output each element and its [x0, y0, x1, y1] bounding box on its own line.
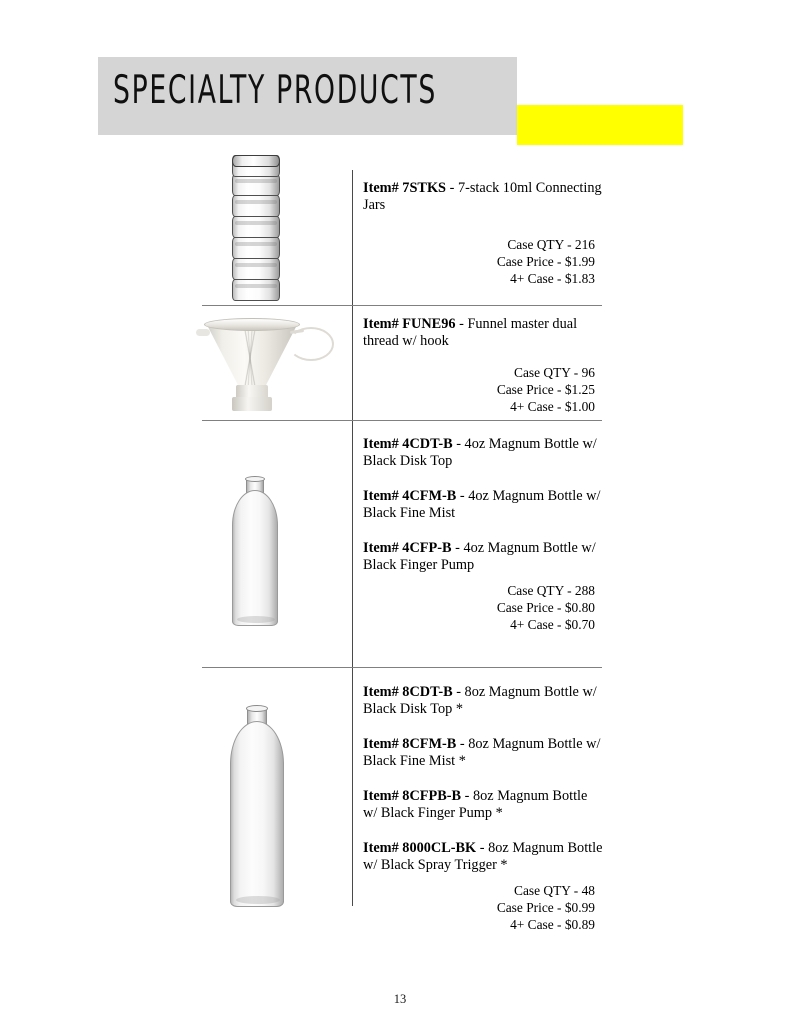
item-entry: [363, 788, 603, 823]
item-separator: -: [452, 684, 465, 700]
item-description: Funnel master dual thread w/ hook: [363, 316, 578, 350]
item-entry: [363, 540, 603, 575]
case-price: Case Price - $1.25: [496, 381, 595, 397]
horizontal-divider-1: [202, 305, 602, 306]
product-description-7stks: [363, 180, 603, 215]
bulk-price: 4+ Case - $1.83: [510, 270, 595, 286]
item-code: Item# 8CFM-B: [363, 735, 457, 752]
item-description: 8oz Magnum Bottle w/ Black Spray Trigger *: [363, 839, 603, 874]
page-number: 13: [393, 992, 407, 1006]
item-code: Item# 7STKS: [363, 180, 447, 196]
item-separator: -: [455, 316, 468, 332]
item-code: Item# 4CFM-B: [363, 487, 457, 504]
item-entry: [363, 840, 603, 875]
item-separator: -: [456, 487, 469, 504]
case-qty: Case QTY - 216: [507, 237, 595, 252]
product-description-4oz: [363, 436, 603, 575]
item-code: Item# FUNE96: [363, 316, 456, 332]
item-entry: [363, 316, 603, 351]
item-entry: [363, 684, 603, 719]
case-price: Case Price - $0.80: [496, 599, 595, 615]
bulk-price: 4+ Case - $0.70: [510, 616, 595, 632]
item-separator: -: [452, 436, 465, 452]
pricing-fune96: [355, 365, 595, 416]
8oz-magnum-bottle-image: [230, 707, 284, 907]
item-description: 8oz Magnum Bottle w/ Black Finger Pump *: [363, 787, 588, 822]
case-price: Case Price - $0.99: [496, 899, 595, 915]
horizontal-divider-2: [202, 420, 602, 421]
item-description: 4oz Magnum Bottle w/ Black Disk Top: [363, 436, 597, 470]
product-description-8oz: [363, 684, 603, 875]
item-separator: -: [476, 839, 489, 856]
item-description: 7-stack 10ml Connecting Jars: [363, 180, 602, 214]
item-separator: -: [446, 180, 458, 196]
pricing-8oz: [355, 883, 595, 934]
pricing-4oz: [355, 583, 595, 634]
page-title: SPECIALTY PRODUCTS: [113, 68, 437, 113]
case-qty: Case QTY - 48: [514, 883, 595, 898]
item-code: Item# 8CFPB-B: [363, 787, 462, 804]
header-yellow-accent: [517, 105, 683, 145]
product-description-fune96: [363, 316, 603, 351]
funnel-image: [190, 313, 335, 413]
item-entry: [363, 436, 603, 471]
item-description: 8oz Magnum Bottle w/ Black Fine Mist *: [363, 735, 601, 770]
case-qty: Case QTY - 96: [514, 365, 595, 380]
horizontal-divider-3: [202, 667, 602, 668]
bulk-price: 4+ Case - $0.89: [510, 916, 595, 932]
item-entry: [363, 736, 603, 771]
item-entry: [363, 180, 603, 215]
case-qty: Case QTY - 288: [507, 583, 595, 598]
4oz-magnum-bottle-image: [232, 478, 278, 626]
item-code: Item# 4CFP-B: [363, 539, 452, 556]
bulk-price: 4+ Case - $1.00: [510, 398, 595, 414]
item-code: Item# 8CDT-B: [363, 684, 453, 700]
item-entry: [363, 488, 603, 523]
item-description: 4oz Magnum Bottle w/ Black Fine Mist: [363, 487, 601, 522]
item-separator: -: [461, 787, 473, 804]
vertical-divider: [352, 170, 353, 906]
item-code: Item# 8000CL-BK: [363, 839, 477, 856]
item-code: Item# 4CDT-B: [363, 436, 453, 452]
item-separator: -: [456, 735, 469, 752]
item-description: 4oz Magnum Bottle w/ Black Finger Pump: [363, 539, 596, 574]
item-description: 8oz Magnum Bottle w/ Black Disk Top *: [363, 684, 597, 718]
pricing-7stks: [355, 237, 595, 288]
stacked-jars-image: [232, 155, 280, 300]
case-price: Case Price - $1.99: [496, 253, 595, 269]
item-separator: -: [451, 539, 464, 556]
